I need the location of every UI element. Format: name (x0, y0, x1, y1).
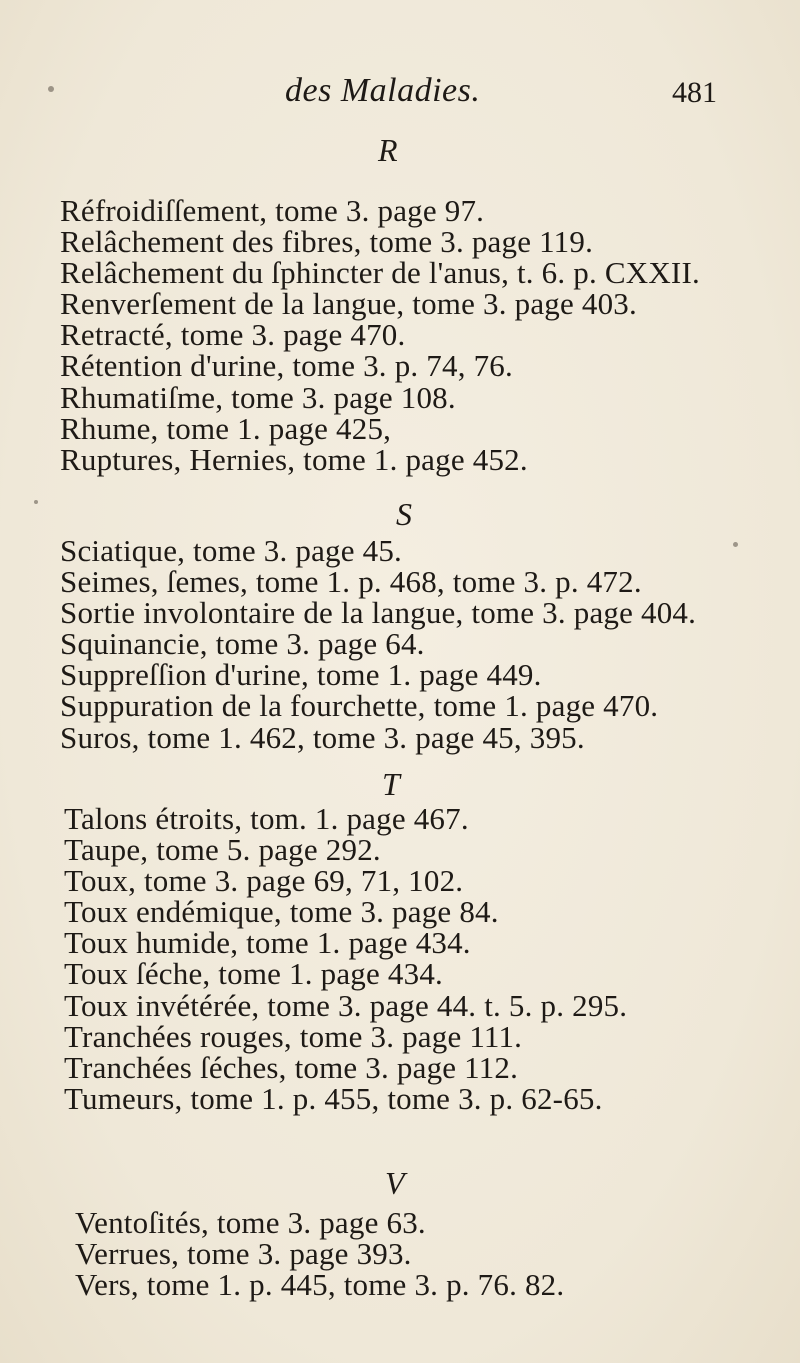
index-entry: Tumeurs, tome 1. p. 455, tome 3. p. 62-65. (64, 1080, 603, 1116)
index-section-s (60, 535, 696, 753)
paper-speck (48, 86, 54, 92)
index-entry: Rétention d'urine, tome 3. p. 74, 76. (60, 348, 513, 384)
section-letter-t: T (382, 766, 400, 802)
index-entry: Renverſement de la langue, tome 3. page 403. (60, 286, 637, 322)
index-section-v (75, 1205, 565, 1303)
index-entry: Squinancie, tome 3. page 64. (60, 626, 425, 662)
index-entry: Verrues, tome 3. page 393. (75, 1236, 412, 1272)
index-entry: Toux endémique, tome 3. page 84. (64, 894, 499, 930)
index-entry: Retracté, tome 3. page 470. (60, 317, 406, 353)
index-entry: Tranchées ſéches, tome 3. page 112. (64, 1049, 519, 1085)
index-entry: Relâchement des fibres, tome 3. page 119. (60, 224, 594, 260)
index-entry: Seimes, ſemes, tome 1. p. 468, tome 3. p. 472. (60, 564, 642, 600)
index-entry: Tranchées rouges, tome 3. page 111. (64, 1018, 523, 1054)
index-entry: Toux invétérée, tome 3. page 44. t. 5. p. 295. (64, 987, 628, 1023)
page-header (0, 72, 800, 122)
index-entry: Sortie involontaire de la langue, tome 3. page 404. (60, 595, 697, 631)
paper-speck (733, 542, 738, 547)
index-entry: Toux, tome 3. page 69, 71, 102. (64, 863, 464, 899)
index-entry: Suppuration de la fourchette, tome 1. page 470. (60, 688, 659, 724)
running-title: des Maladies. (285, 72, 481, 109)
index-entry: Ruptures, Hernies, tome 1. page 452. (60, 441, 528, 477)
index-entry: Réfroidiſſement, tome 3. page 97. (60, 193, 485, 228)
section-letter-v: V (385, 1165, 405, 1201)
index-entry: Relâchement du ſphincter de l'anus, t. 6. p. CXXII. (60, 255, 700, 291)
index-entry: Toux ſéche, tome 1. page 434. (64, 956, 443, 992)
index-section-t (64, 803, 627, 1114)
index-entry: Suppreſſion d'urine, tome 1. page 449. (60, 657, 542, 693)
index-entry: Sciatique, tome 3. page 45. (60, 533, 403, 568)
index-entry: Rhumatiſme, tome 3. page 108. (60, 379, 456, 415)
index-entry: Talons étroits, tom. 1. page 467. (64, 801, 469, 836)
index-entry: Vers, tome 1. p. 445, tome 3. p. 76. 82. (75, 1267, 565, 1303)
index-section-r (60, 195, 700, 475)
index-entry: Taupe, tome 5. page 292. (64, 832, 381, 868)
page-number: 481 (672, 76, 717, 109)
paper-speck (34, 500, 38, 504)
index-entry: Rhume, tome 1. page 425, (60, 410, 392, 446)
index-entry: Toux humide, tome 1. page 434. (64, 925, 471, 961)
section-letter-s: S (396, 496, 412, 532)
index-entry: Suros, tome 1. 462, tome 3. page 45, 395. (60, 719, 585, 755)
section-letter-r: R (378, 132, 398, 168)
index-entry: Ventoſités, tome 3. page 63. (75, 1205, 426, 1240)
